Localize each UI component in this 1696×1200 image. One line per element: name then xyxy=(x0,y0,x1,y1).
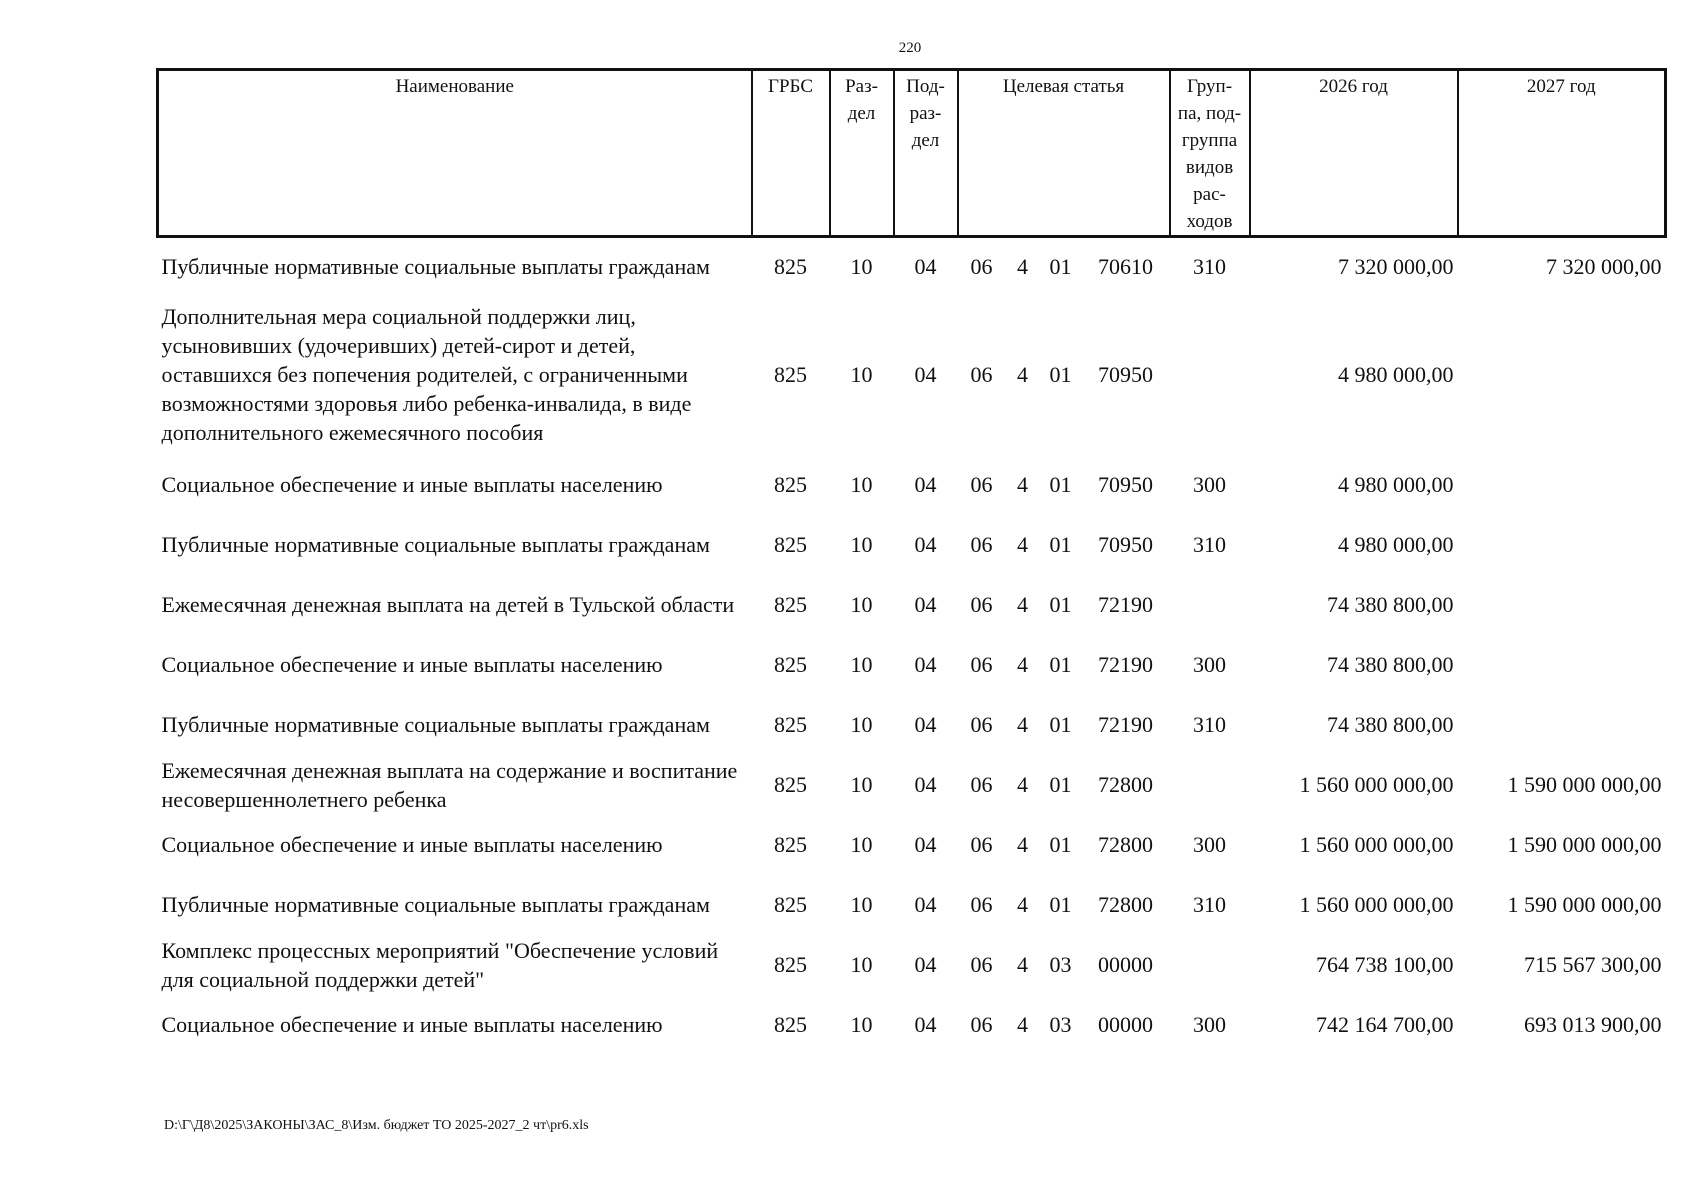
page-number: 220 xyxy=(898,40,922,56)
cell-target-type: 4 xyxy=(1017,253,1028,279)
cell-target-complex: 03 xyxy=(1049,1012,1072,1037)
cell-razdel: 10 xyxy=(850,712,873,737)
row-name: Социальное обеспечение и иные выплаты населению xyxy=(161,832,663,857)
cell-amount-2027 xyxy=(1458,575,1666,635)
cell-expense-group: 310 xyxy=(1193,532,1227,557)
cell-expense-group xyxy=(1170,295,1250,455)
cell-podrazdel: 04 xyxy=(914,652,937,677)
header-podrazdel: Под- раз- дел xyxy=(894,70,958,237)
cell-amount-2027: 693 013 900,00 xyxy=(1524,1012,1662,1037)
cell-grbs: 825 xyxy=(774,253,807,279)
row-name: Публичные нормативные социальные выплаты гражданам xyxy=(161,253,710,279)
cell-amount-2027 xyxy=(1458,695,1666,755)
cell-podrazdel: 04 xyxy=(914,472,937,497)
cell-grbs: 825 xyxy=(774,1012,807,1037)
cell-target-direction: 72190 xyxy=(1098,592,1154,617)
cell-razdel: 10 xyxy=(850,362,873,387)
cell-podrazdel: 04 xyxy=(914,892,937,917)
cell-amount-2026: 74 380 800,00 xyxy=(1327,652,1454,677)
cell-target-program: 06 xyxy=(970,652,993,677)
cell-target-direction: 70950 xyxy=(1098,362,1154,387)
table-row xyxy=(158,815,1666,875)
row-name: Социальное обеспечение и иные выплаты населению xyxy=(161,652,663,677)
row-name: Публичные нормативные социальные выплаты гражданам xyxy=(161,532,710,557)
cell-podrazdel: 04 xyxy=(914,772,937,797)
cell-target-complex: 01 xyxy=(1049,772,1072,797)
cell-target-program: 06 xyxy=(970,892,993,917)
cell-target-type: 4 xyxy=(1017,652,1028,677)
cell-target-type: 4 xyxy=(1017,952,1028,977)
table-row xyxy=(158,575,1666,635)
header-grbs: ГРБС xyxy=(752,70,830,237)
header-target-article: Целевая статья xyxy=(958,70,1170,237)
header-year-2027: 2027 год xyxy=(1458,70,1666,237)
cell-podrazdel: 04 xyxy=(914,592,937,617)
cell-podrazdel: 04 xyxy=(914,712,937,737)
cell-amount-2026: 764 738 100,00 xyxy=(1316,952,1454,977)
table-row xyxy=(158,295,1666,455)
row-name: Ежемесячная денежная выплата на содержание и воспитание несовершеннолетнего ребенка xyxy=(161,757,738,812)
cell-target-type: 4 xyxy=(1017,772,1028,797)
cell-grbs: 825 xyxy=(774,532,807,557)
cell-amount-2027 xyxy=(1458,295,1666,455)
row-name: Социальное обеспечение и иные выплаты населению xyxy=(161,1012,663,1037)
cell-razdel: 10 xyxy=(850,892,873,917)
cell-amount-2026: 1 560 000 000,00 xyxy=(1299,772,1454,797)
cell-target-type: 4 xyxy=(1017,472,1028,497)
cell-target-complex: 01 xyxy=(1049,712,1072,737)
cell-expense-group: 300 xyxy=(1193,472,1227,497)
cell-razdel: 10 xyxy=(850,952,873,977)
cell-podrazdel: 04 xyxy=(914,1012,937,1037)
cell-amount-2027 xyxy=(1458,455,1666,515)
cell-grbs: 825 xyxy=(774,832,807,857)
cell-target-program: 06 xyxy=(970,532,993,557)
cell-amount-2026: 1 560 000 000,00 xyxy=(1299,892,1454,917)
budget-table xyxy=(156,68,1667,1055)
row-name: Публичные нормативные социальные выплаты гражданам xyxy=(161,892,710,917)
table-row xyxy=(158,935,1666,995)
cell-target-direction: 70950 xyxy=(1098,532,1154,557)
cell-target-complex: 01 xyxy=(1049,652,1072,677)
cell-amount-2026: 1 560 000 000,00 xyxy=(1299,832,1454,857)
cell-grbs: 825 xyxy=(774,362,807,387)
cell-grbs: 825 xyxy=(774,652,807,677)
cell-target-program: 06 xyxy=(970,952,993,977)
cell-amount-2026: 74 380 800,00 xyxy=(1327,592,1454,617)
cell-target-complex: 03 xyxy=(1049,952,1072,977)
cell-razdel: 10 xyxy=(850,472,873,497)
cell-grbs: 825 xyxy=(774,472,807,497)
header-razdel: Раз- дел xyxy=(830,70,894,237)
header-expense-group: Груп- па, под- группа видов рас- ходов xyxy=(1170,70,1250,237)
cell-target-type: 4 xyxy=(1017,892,1028,917)
cell-target-program: 06 xyxy=(970,472,993,497)
table-header-row xyxy=(158,70,1666,237)
row-name: Дополнительная мера социальной поддержки лиц, усыновивших (удочеривших) детей-сирот и детей, оставшихся без попечения родителей, с ограниченными возможностями здоровья либо ребенка-инвалида, в виде дополнительного ежемесячного пособия xyxy=(161,304,692,445)
budget-table-container xyxy=(156,68,1662,1055)
cell-amount-2027 xyxy=(1458,515,1666,575)
table-row xyxy=(158,237,1666,295)
table-row xyxy=(158,875,1666,935)
table-row xyxy=(158,695,1666,755)
cell-amount-2026: 742 164 700,00 xyxy=(1316,1012,1454,1037)
cell-podrazdel: 04 xyxy=(914,362,937,387)
table-row xyxy=(158,995,1666,1055)
cell-target-direction: 00000 xyxy=(1098,952,1154,977)
cell-grbs: 825 xyxy=(774,712,807,737)
cell-amount-2026: 7 320 000,00 xyxy=(1338,253,1454,279)
cell-razdel: 10 xyxy=(850,532,873,557)
cell-podrazdel: 04 xyxy=(914,832,937,857)
cell-target-complex: 01 xyxy=(1049,472,1072,497)
cell-grbs: 825 xyxy=(774,772,807,797)
cell-target-type: 4 xyxy=(1017,1012,1028,1037)
cell-expense-group xyxy=(1170,575,1250,635)
cell-expense-group: 310 xyxy=(1193,253,1227,279)
cell-target-program: 06 xyxy=(970,592,993,617)
cell-grbs: 825 xyxy=(774,592,807,617)
cell-razdel: 10 xyxy=(850,253,873,279)
cell-amount-2027: 715 567 300,00 xyxy=(1524,952,1662,977)
cell-razdel: 10 xyxy=(850,652,873,677)
row-name: Публичные нормативные социальные выплаты гражданам xyxy=(161,712,710,737)
cell-podrazdel: 04 xyxy=(914,253,937,279)
table-row xyxy=(158,755,1666,815)
cell-target-direction: 70950 xyxy=(1098,472,1154,497)
file-path-footer: D:\Г\Д8\2025\ЗАКОНЫ\ЗАС_8\Изм. бюджет ТО 2025-2027_2 чт\pr6.xls xyxy=(164,1118,589,1133)
cell-target-direction: 72190 xyxy=(1098,652,1154,677)
cell-podrazdel: 04 xyxy=(914,952,937,977)
row-name: Социальное обеспечение и иные выплаты населению xyxy=(161,472,663,497)
table-row xyxy=(158,455,1666,515)
row-name: Ежемесячная денежная выплата на детей в Тульской области xyxy=(161,592,735,617)
header-name: Наименование xyxy=(158,70,752,237)
cell-expense-group: 300 xyxy=(1193,832,1227,857)
cell-expense-group: 310 xyxy=(1193,712,1227,737)
cell-target-type: 4 xyxy=(1017,592,1028,617)
cell-target-complex: 01 xyxy=(1049,892,1072,917)
cell-target-complex: 01 xyxy=(1049,592,1072,617)
cell-podrazdel: 04 xyxy=(914,532,937,557)
cell-razdel: 10 xyxy=(850,1012,873,1037)
cell-target-direction: 72800 xyxy=(1098,832,1154,857)
cell-target-type: 4 xyxy=(1017,532,1028,557)
cell-expense-group: 310 xyxy=(1193,892,1227,917)
cell-target-complex: 01 xyxy=(1049,253,1072,279)
cell-target-program: 06 xyxy=(970,253,993,279)
cell-amount-2027: 1 590 000 000,00 xyxy=(1507,772,1662,797)
cell-target-complex: 01 xyxy=(1049,832,1072,857)
cell-grbs: 825 xyxy=(774,892,807,917)
table-row xyxy=(158,515,1666,575)
header-year-2026: 2026 год xyxy=(1250,70,1458,237)
cell-amount-2027: 1 590 000 000,00 xyxy=(1507,892,1662,917)
cell-target-direction: 72800 xyxy=(1098,772,1154,797)
cell-razdel: 10 xyxy=(850,832,873,857)
cell-amount-2027 xyxy=(1458,635,1666,695)
cell-target-direction: 72190 xyxy=(1098,712,1154,737)
cell-target-program: 06 xyxy=(970,712,993,737)
cell-amount-2026: 4 980 000,00 xyxy=(1338,472,1454,497)
cell-target-program: 06 xyxy=(970,362,993,387)
cell-target-direction: 00000 xyxy=(1098,1012,1154,1037)
cell-amount-2027: 1 590 000 000,00 xyxy=(1507,832,1662,857)
cell-grbs: 825 xyxy=(774,952,807,977)
cell-target-program: 06 xyxy=(970,772,993,797)
cell-target-program: 06 xyxy=(970,832,993,857)
cell-target-type: 4 xyxy=(1017,832,1028,857)
cell-target-type: 4 xyxy=(1017,712,1028,737)
cell-target-direction: 72800 xyxy=(1098,892,1154,917)
cell-amount-2027: 7 320 000,00 xyxy=(1546,253,1662,279)
cell-razdel: 10 xyxy=(850,592,873,617)
cell-expense-group: 300 xyxy=(1193,652,1227,677)
cell-target-complex: 01 xyxy=(1049,362,1072,387)
cell-target-type: 4 xyxy=(1017,362,1028,387)
cell-expense-group xyxy=(1170,755,1250,815)
cell-expense-group xyxy=(1170,935,1250,995)
cell-amount-2026: 4 980 000,00 xyxy=(1338,362,1454,387)
cell-target-program: 06 xyxy=(970,1012,993,1037)
cell-expense-group: 300 xyxy=(1193,1012,1227,1037)
cell-amount-2026: 4 980 000,00 xyxy=(1338,532,1454,557)
cell-amount-2026: 74 380 800,00 xyxy=(1327,712,1454,737)
row-name: Комплекс процессных мероприятий "Обеспечение условий для социальной поддержки детей" xyxy=(161,937,719,992)
cell-target-direction: 70610 xyxy=(1098,253,1154,279)
table-row xyxy=(158,635,1666,695)
cell-razdel: 10 xyxy=(850,772,873,797)
cell-target-complex: 01 xyxy=(1049,532,1072,557)
